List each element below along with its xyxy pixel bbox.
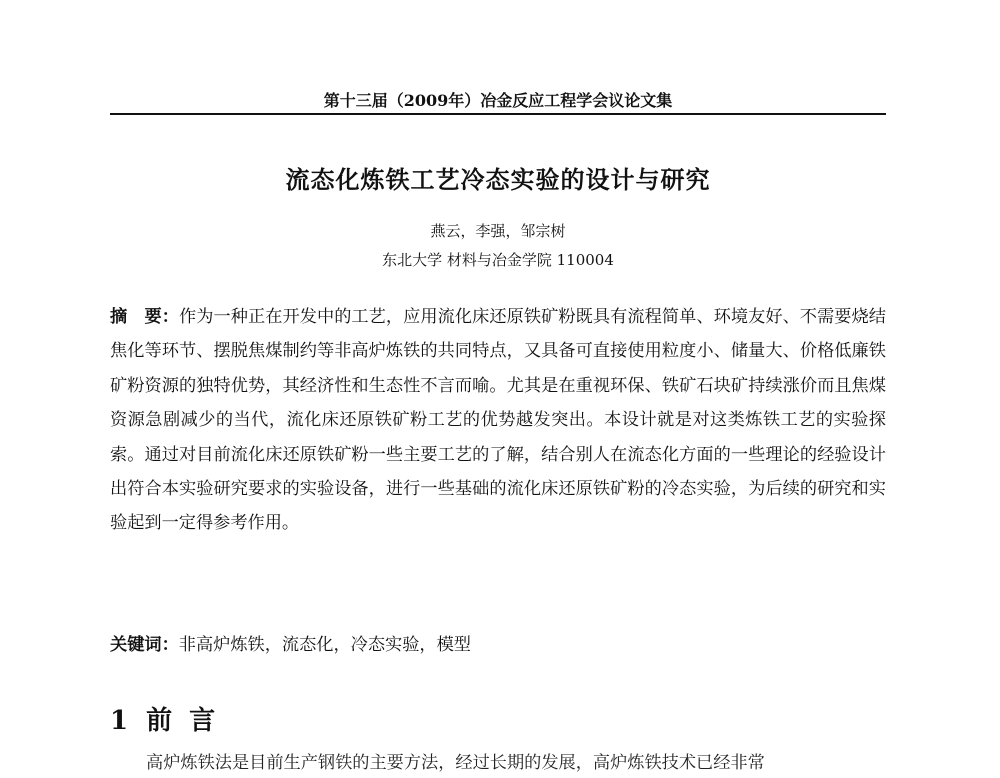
keywords (110, 630, 886, 660)
section-number: 1 (110, 706, 133, 736)
abstract-text: 作为一种正在开发中的工艺，应用流化床还原铁矿粉既具有流程简单、环境友好、不需要烧结焦化等环节、摆脱焦煤制约等非高炉炼铁的共同特点，又具备可直接使用粒度小、储量大、价格低廉铁矿粉资源的独特优势，其经济性和生态性不言而喻。尤其是在重视环保、铁矿石块矿持续涨价而且焦煤资源急剧减少的当代，流化床还原铁矿粉工艺的优势越发突出。本设计就是对这类炼铁工艺的实验探索。通过对目前流化床还原铁矿粉一些主要工艺的了解，结合别人在流态化方面的一些理论的经验设计出符合本实验研究要求的实验设备，进行一些基础的流化床还原铁矿粉的冷态实验，为后续的研究和实验起到一定得参考作用。 (110, 307, 886, 534)
section-title: 前 言 (146, 706, 220, 736)
paper-title: 流态化炼铁工艺冷态实验的设计与研究 (285, 166, 711, 194)
section-heading (110, 700, 219, 737)
keywords-text: 非高炉炼铁，流态化，冷态实验，模型 (178, 635, 471, 655)
abstract (110, 300, 886, 541)
body-text-line: 高炉炼铁法是目前生产钢铁的主要方法，经过长期的发展，高炉炼铁技术已经非常 (146, 753, 765, 773)
running-header: 第十三届（2009年）冶金反应工程学会议论文集 (323, 91, 673, 110)
keywords-label: 关键词： (110, 635, 179, 655)
affiliation: 东北大学 材料与冶金学院 110004 (382, 251, 614, 269)
authors: 燕云，李强，邹宗树 (430, 222, 566, 240)
header-rule (110, 113, 886, 115)
abstract-label: 摘 要： (110, 307, 179, 327)
